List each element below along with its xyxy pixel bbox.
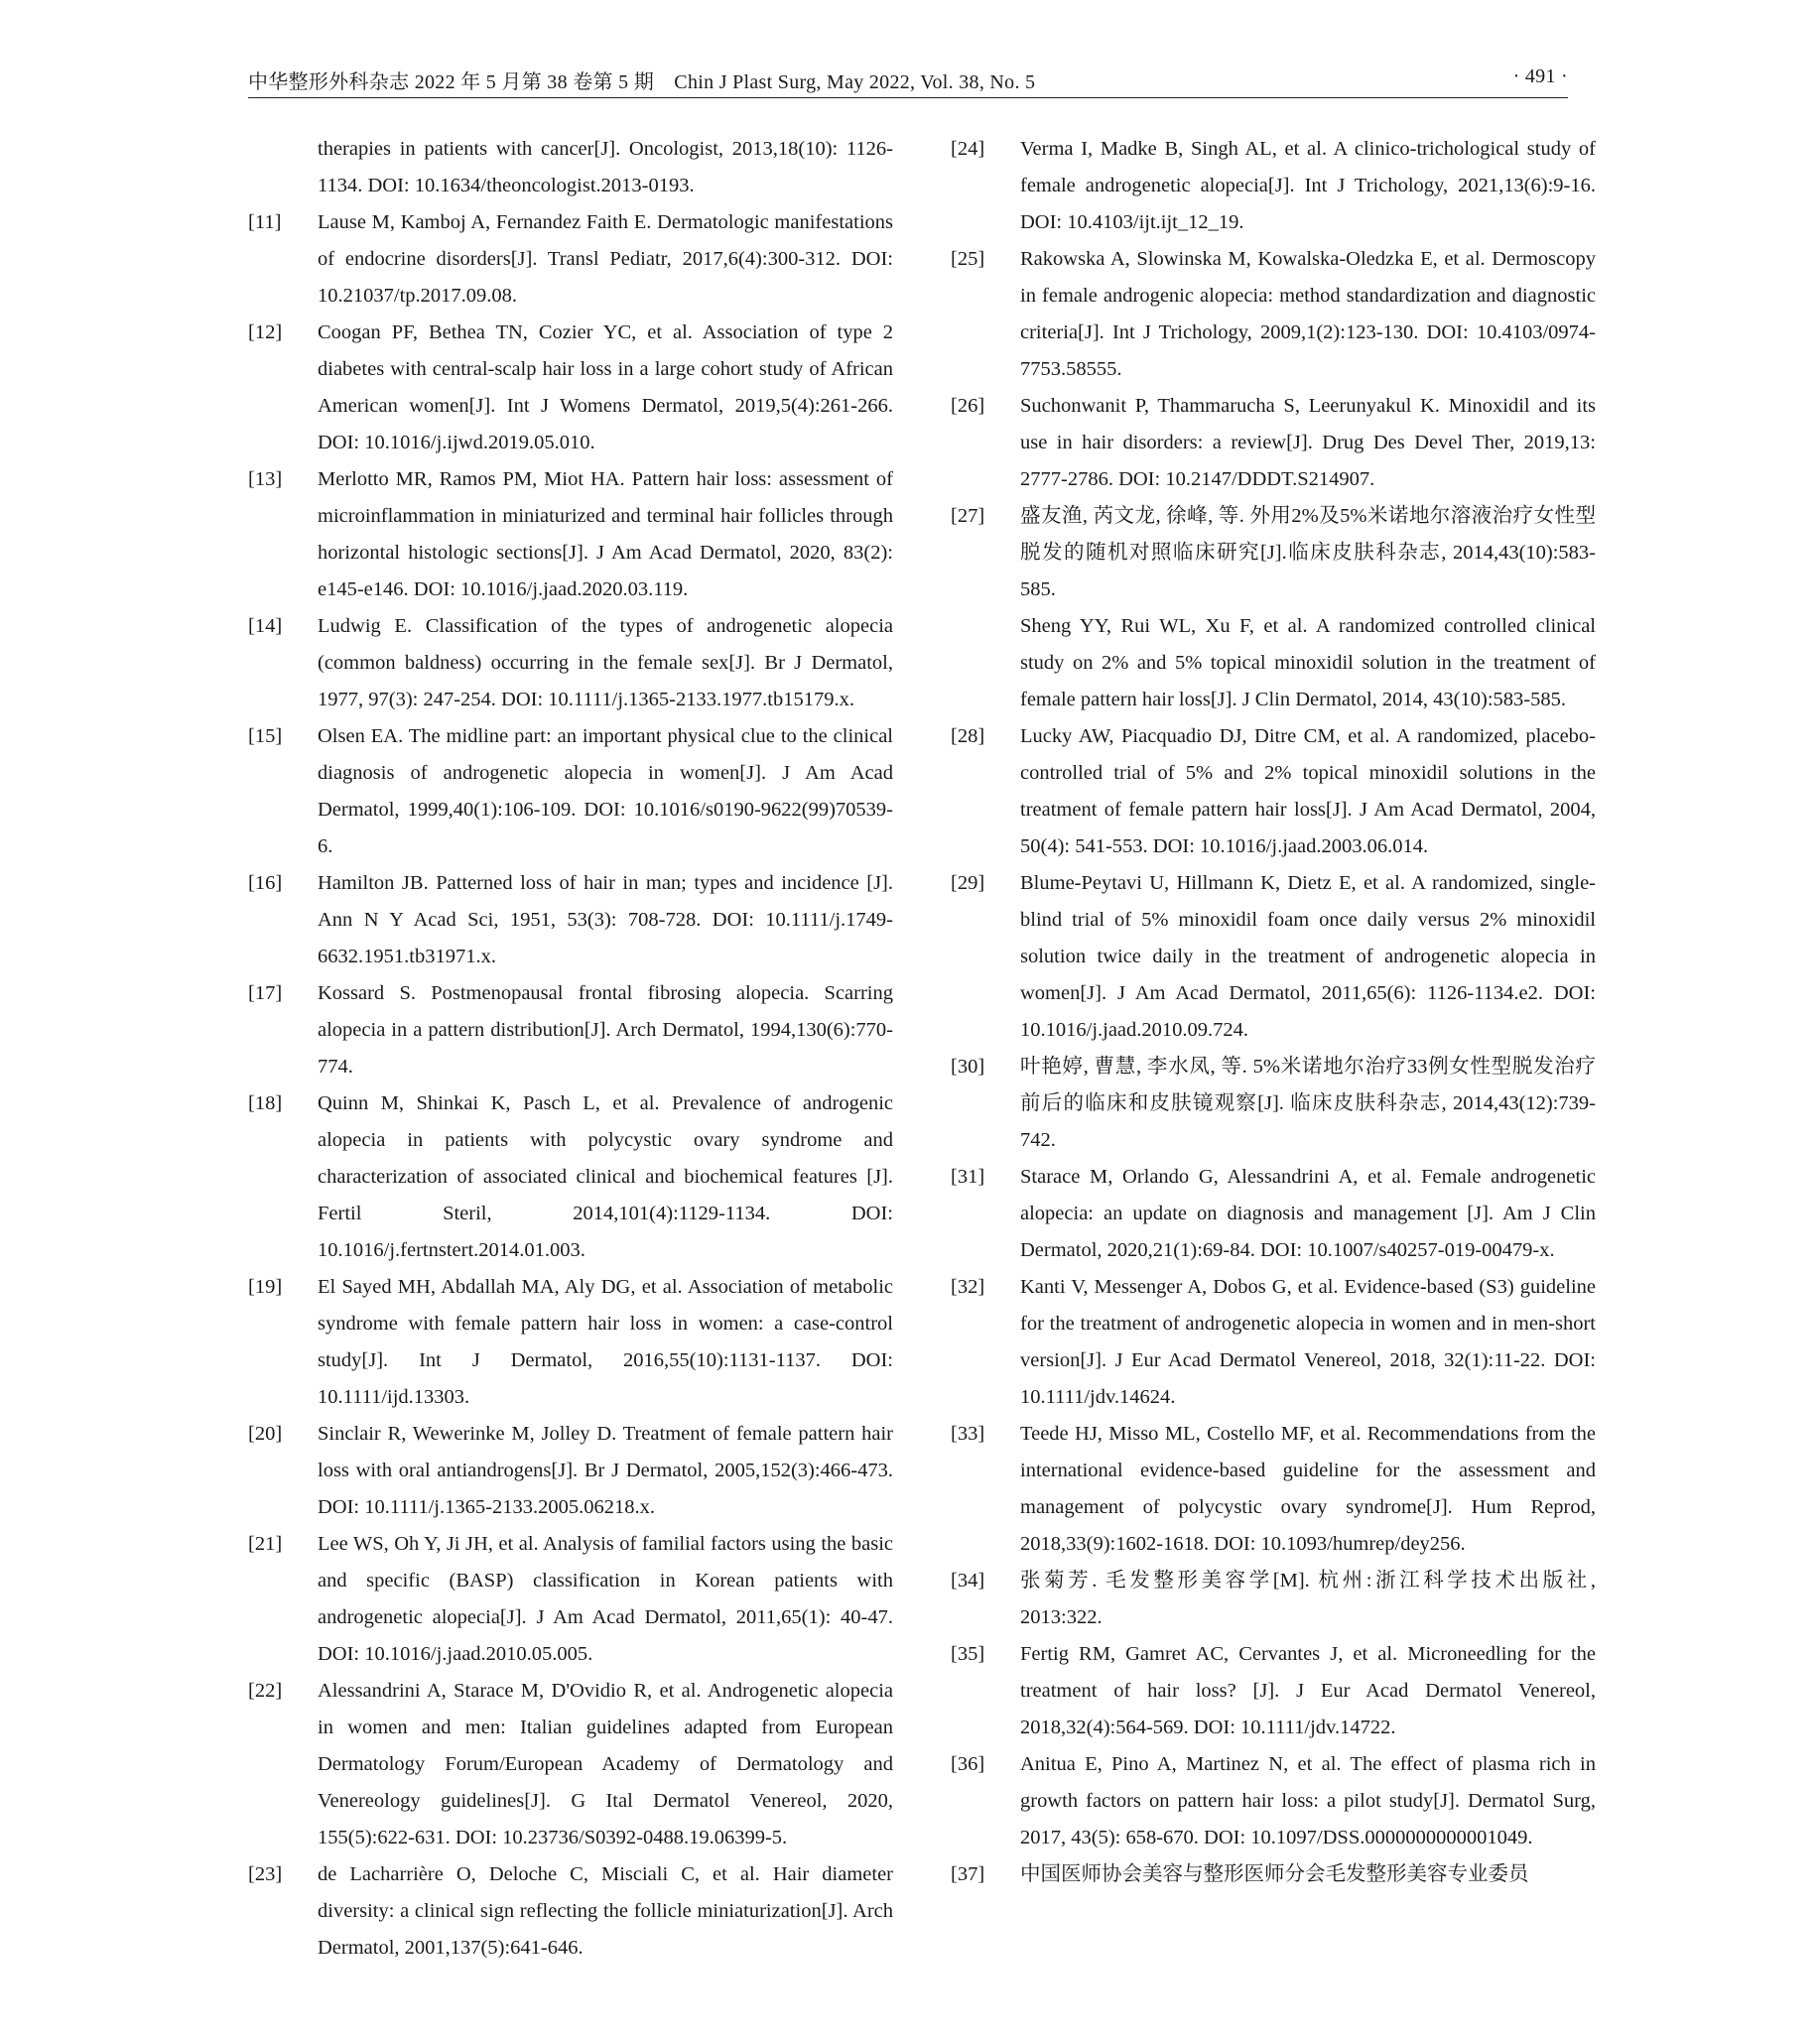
reference-entry <box>248 1269 893 1416</box>
reference-entry <box>248 315 893 461</box>
reference-text: Kossard S. Postmenopausal frontal fibrosing alopecia. Scarring alopecia in a pattern distribution[J]. Arch Dermatol, 1994,130(6):770-774. <box>318 982 893 1078</box>
reference-number: [20] <box>248 1423 283 1445</box>
reference-entry <box>951 498 1596 608</box>
reference-number: [37] <box>951 1863 985 1885</box>
reference-text: Olsen EA. The midline part: an important physical clue to the clinical diagnosis of androgenetic alopecia in women[J]. J Am Acad Dermatol, 1999,40(1):106-109. DOI: 10.1016/s0190-9622(99)70539-6. <box>318 725 893 857</box>
reference-entry <box>951 1746 1596 1856</box>
reference-number: [23] <box>248 1863 283 1885</box>
reference-text: 叶艳婷, 曹慧, 李水凤, 等. 5%米诺地尔治疗33例女性型脱发治疗前后的临床和皮肤镜观察[J]. 临床皮肤科杂志, 2014,43(12):739-742. <box>1020 1056 1596 1151</box>
running-header <box>248 64 1568 98</box>
reference-text: Blume-Peytavi U, Hillmann K, Dietz E, et al. A randomized, single-blind trial of 5% minoxidil foam once daily versus 2% minoxidil solution twice daily in the treatment of androgenetic alopecia in women[J]. J Am Acad Dermatol, 2011,65(6): 1126-1134.e2. DOI: 10.1016/j.jaad.2010.09.724. <box>1020 872 1596 1041</box>
reference-text: 中国医师协会美容与整形医师分会毛发整形美容专业委员 <box>1020 1863 1529 1885</box>
reference-text: Rakowska A, Slowinska M, Kowalska-Oledzka E, et al. Dermoscopy in female androgenic alopecia: method standardization and diagnostic criteria[J]. Int J Trichology, 2009,1(2):123-130. DOI: 10.4103/0974-7753.58555. <box>1020 248 1596 380</box>
reference-text: Kanti V, Messenger A, Dobos G, et al. Evidence-based (S3) guideline for the treatment of androgenetic alopecia in women and in men-short version[J]. J Eur Acad Dermatol Venereol, 2018, 32(1):11-22. DOI: 10.1111/jdv.14624. <box>1020 1276 1596 1408</box>
reference-text: 盛友渔, 芮文龙, 徐峰, 等. 外用2%及5%米诺地尔溶液治疗女性型脱发的随机对照临床研究[J].临床皮肤科杂志, 2014,43(10):583-585. <box>1020 505 1596 600</box>
reference-entry <box>951 131 1596 241</box>
reference-number: [15] <box>248 725 283 747</box>
reference-column-right <box>951 131 1596 1893</box>
reference-text: 张菊芳. 毛发整形美容学[M]. 杭州:浙江科学技术出版社, 2013:322. <box>1020 1570 1596 1628</box>
reference-entry <box>951 1416 1596 1563</box>
reference-text: Sheng YY, Rui WL, Xu F, et al. A randomized controlled clinical study on 2% and 5% topical minoxidil solution in the treatment of female pattern hair loss[J]. J Clin Dermatol, 2014, 43(10):583-585. <box>1020 615 1596 710</box>
reference-text: Lee WS, Oh Y, Ji JH, et al. Analysis of familial factors using the basic and specific (BASP) classification in Korean patients with androgenetic alopecia[J]. J Am Acad Dermatol, 2011,65(1): 40-47. DOI: 10.1016/j.jaad.2010.05.005. <box>318 1533 893 1665</box>
reference-entry <box>951 241 1596 388</box>
reference-entry <box>248 975 893 1085</box>
reference-number: [36] <box>951 1753 985 1775</box>
reference-text: Teede HJ, Misso ML, Costello MF, et al. Recommendations from the international evidence-based guideline for the assessment and management of polycystic ovary syndrome[J]. Hum Reprod, 2018,33(9):1602-1618. DOI: 10.1093/humrep/dey256. <box>1020 1423 1596 1555</box>
reference-entry <box>248 1085 893 1269</box>
reference-text: Lause M, Kamboj A, Fernandez Faith E. Dermatologic manifestations of endocrine disorders[J]. Transl Pediatr, 2017,6(4):300-312. DOI: 10.21037/tp.2017.09.08. <box>318 211 893 307</box>
reference-entry <box>951 1269 1596 1416</box>
reference-number: [34] <box>951 1570 985 1592</box>
journal-citation: 中华整形外科杂志 2022 年 5 月第 38 卷第 5 期 Chin J Plast Surg, May 2022, Vol. 38, No. 5 <box>248 71 1036 93</box>
reference-number: [27] <box>951 505 985 527</box>
reference-text: Merlotto MR, Ramos PM, Miot HA. Pattern hair loss: assessment of microinflammation in miniaturized and terminal hair follicles through horizontal histologic sections[J]. J Am Acad Dermatol, 2020, 83(2): e145-e146. DOI: 10.1016/j.jaad.2020.03.119. <box>318 468 893 600</box>
reference-entry <box>248 1416 893 1526</box>
reference-entry <box>248 204 893 315</box>
reference-entry <box>951 865 1596 1049</box>
reference-text: Alessandrini A, Starace M, D'Ovidio R, et al. Androgenetic alopecia in women and men: Italian guidelines adapted from European Dermatology Forum/European Academy of Dermatology and Venereology guidelines[J]. G Ital Dermatol Venereol, 2020, 155(5):622-631. DOI: 10.23736/S0392-0488.19.06399-5. <box>318 1680 893 1848</box>
reference-text: Anitua E, Pino A, Martinez N, et al. The effect of plasma rich in growth factors on pattern hair loss: a pilot study[J]. Dermatol Surg, 2017, 43(5): 658-670. DOI: 10.1097/DSS.0000000000001049. <box>1020 1753 1596 1848</box>
reference-entry <box>248 608 893 718</box>
reference-entry <box>951 608 1596 718</box>
reference-number: [22] <box>248 1680 283 1702</box>
reference-entry <box>248 1526 893 1673</box>
reference-text: Coogan PF, Bethea TN, Cozier YC, et al. Association of type 2 diabetes with central-scalp hair loss in a large cohort study of African American women[J]. Int J Womens Dermatol, 2019,5(4):261-266. DOI: 10.1016/j.ijwd.2019.05.010. <box>318 321 893 453</box>
reference-number: [17] <box>248 982 283 1004</box>
reference-number: [25] <box>951 248 985 270</box>
reference-entry <box>248 1673 893 1856</box>
reference-text: Sinclair R, Wewerinke M, Jolley D. Treatment of female pattern hair loss with oral antiandrogens[J]. Br J Dermatol, 2005,152(3):466-473. DOI: 10.1111/j.1365-2133.2005.06218.x. <box>318 1423 893 1518</box>
reference-number: [13] <box>248 468 283 490</box>
reference-entry <box>248 131 893 204</box>
reference-number: [12] <box>248 321 283 343</box>
reference-text: de Lacharrière O, Deloche C, Misciali C, et al. Hair diameter diversity: a clinical sign reflecting the follicle miniaturization[J]. Arch Dermatol, 2001,137(5):641-646. <box>318 1863 893 1959</box>
reference-number: [35] <box>951 1643 985 1665</box>
reference-text: therapies in patients with cancer[J]. Oncologist, 2013,18(10): 1126-1134. DOI: 10.1634/theoncologist.2013-0193. <box>318 138 893 196</box>
reference-entry <box>951 388 1596 498</box>
reference-entry <box>248 718 893 865</box>
reference-number: [24] <box>951 138 985 160</box>
reference-number: [30] <box>951 1056 985 1078</box>
reference-number: [19] <box>248 1276 283 1298</box>
page-number: · 491 · <box>1512 65 1568 87</box>
reference-number: [33] <box>951 1423 985 1445</box>
reference-entry <box>248 461 893 608</box>
reference-entry <box>951 1563 1596 1636</box>
reference-number: [28] <box>951 725 985 747</box>
reference-text: Starace M, Orlando G, Alessandrini A, et al. Female androgenetic alopecia: an update on diagnosis and management [J]. Am J Clin Dermatol, 2020,21(1):69-84. DOI: 10.1007/s40257-019-00479-x. <box>1020 1166 1596 1261</box>
reference-entry <box>248 1856 893 1967</box>
reference-number: [16] <box>248 872 283 894</box>
reference-number: [18] <box>248 1092 283 1114</box>
reference-number: [31] <box>951 1166 985 1188</box>
reference-text: Hamilton JB. Patterned loss of hair in man; types and incidence [J]. Ann N Y Acad Sci, 1951, 53(3): 708-728. DOI: 10.1111/j.1749-6632.1951.tb31971.x. <box>318 872 893 967</box>
reference-text: El Sayed MH, Abdallah MA, Aly DG, et al. Association of metabolic syndrome with female pattern hair loss in women: a case-control study[J]. Int J Dermatol, 2016,55(10):1131-1137. DOI: 10.1111/ijd.13303. <box>318 1276 893 1408</box>
reference-number: [29] <box>951 872 985 894</box>
reference-entry <box>248 865 893 975</box>
reference-text: Fertig RM, Gamret AC, Cervantes J, et al. Microneedling for the treatment of hair loss? [J]. J Eur Acad Dermatol Venereol, 2018,32(4):564-569. DOI: 10.1111/jdv.14722. <box>1020 1643 1596 1738</box>
reference-entry <box>951 1856 1596 1893</box>
reference-entry <box>951 1636 1596 1746</box>
reference-column-left <box>248 131 893 1967</box>
reference-number: [21] <box>248 1533 283 1555</box>
reference-number: [26] <box>951 395 985 417</box>
reference-entry <box>951 718 1596 865</box>
reference-number: [11] <box>248 211 282 233</box>
reference-number: [32] <box>951 1276 985 1298</box>
reference-text: Verma I, Madke B, Singh AL, et al. A clinico-trichological study of female androgenetic alopecia[J]. Int J Trichology, 2021,13(6):9-16. DOI: 10.4103/ijt.ijt_12_19. <box>1020 138 1596 233</box>
reference-text: Quinn M, Shinkai K, Pasch L, et al. Prevalence of androgenic alopecia in patients with polycystic ovary syndrome and characterization of associated clinical and biochemical features [J]. Fertil Steril, 2014,101(4):1129-1134. DOI: 10.1016/j.fertnstert.2014.01.003. <box>318 1092 893 1261</box>
reference-text: Suchonwanit P, Thammarucha S, Leerunyakul K. Minoxidil and its use in hair disorders: a review[J]. Drug Des Devel Ther, 2019,13: 2777-2786. DOI: 10.2147/DDDT.S214907. <box>1020 395 1596 490</box>
reference-text: Ludwig E. Classification of the types of androgenetic alopecia (common baldness) occurring in the female sex[J]. Br J Dermatol, 1977, 97(3): 247-254. DOI: 10.1111/j.1365-2133.1977.tb15179.x. <box>318 615 893 710</box>
reference-entry <box>951 1159 1596 1269</box>
reference-entry <box>951 1049 1596 1159</box>
reference-number: [14] <box>248 615 283 637</box>
reference-text: Lucky AW, Piacquadio DJ, Ditre CM, et al. A randomized, placebo-controlled trial of 5% and 2% topical minoxidil solutions in the treatment of female pattern hair loss[J]. J Am Acad Dermatol, 2004, 50(4): 541-553. DOI: 10.1016/j.jaad.2003.06.014. <box>1020 725 1596 857</box>
